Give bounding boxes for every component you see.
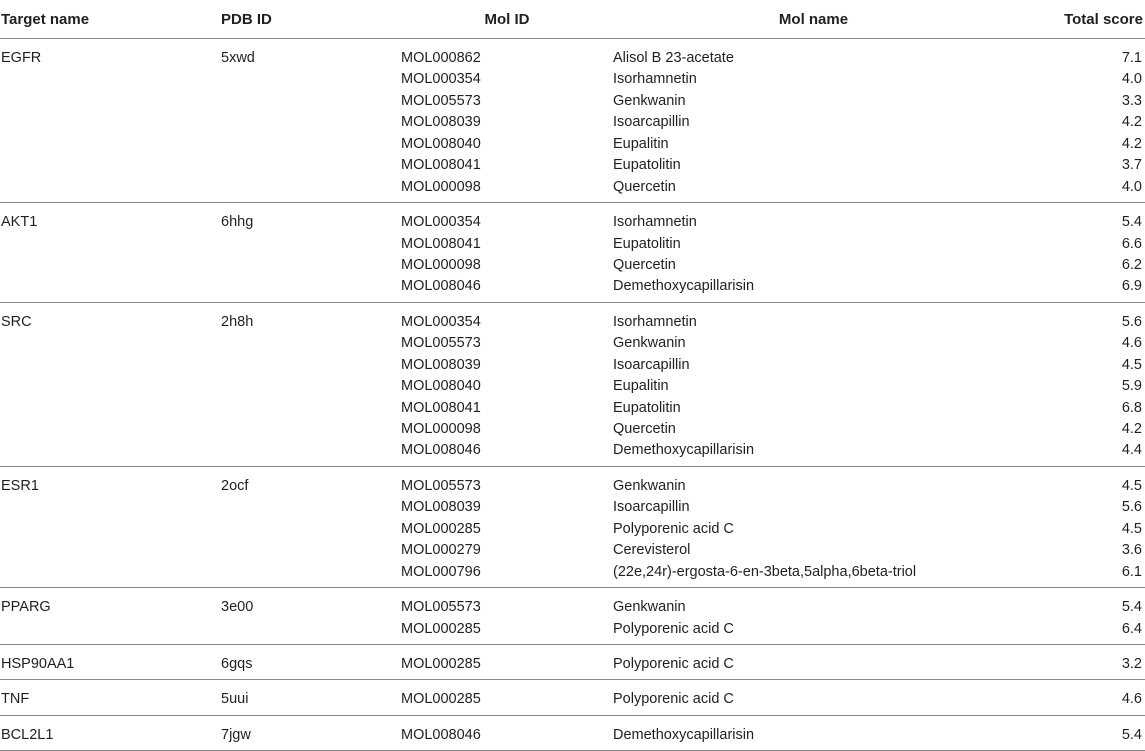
total-score-cell: 6.4: [1121, 620, 1142, 637]
pdb-id-cell: [221, 276, 401, 302]
pdb-id-cell: [221, 376, 401, 397]
table-row: [0, 376, 1145, 397]
pdb-id-cell: [221, 519, 401, 540]
pdb-id-cell: [221, 419, 401, 440]
header-row: [0, 0, 1145, 39]
total-score-cell: 4.0: [1121, 178, 1142, 195]
target-name-cell: [0, 134, 221, 155]
pdb-id-cell: [221, 177, 401, 203]
mol-name-cell: Demethoxycapillarisin: [613, 726, 755, 743]
table-row: [0, 112, 1145, 133]
table-row: [0, 715, 1145, 750]
table-row: [0, 440, 1145, 466]
total-score-cell: 5.4: [1121, 726, 1142, 743]
mol-id-cell: MOL000098: [401, 421, 481, 437]
table-row: [0, 466, 1145, 497]
mol-name-cell: Alisol B 23-acetate: [613, 50, 734, 66]
mol-id-cell: MOL000098: [401, 256, 481, 273]
target-name-cell: [0, 276, 221, 302]
mol-name-cell: Eupatolitin: [613, 157, 681, 174]
mol-id-cell: MOL008040: [401, 135, 481, 152]
total-score-cell: 5.6: [1121, 499, 1142, 516]
mol-id-cell: MOL008041: [401, 157, 481, 174]
target-name-cell: BCL2L1: [1, 726, 54, 743]
target-group: [0, 680, 1145, 715]
table-row: [0, 519, 1145, 540]
pdb-id-cell: 5uui: [221, 691, 249, 708]
mol-id-cell: MOL000354: [401, 313, 481, 330]
total-score-cell: 6.9: [1121, 278, 1142, 295]
target-name-cell: [0, 419, 221, 440]
mol-id-cell: MOL000862: [401, 50, 481, 66]
mol-name-cell: Isorhamnetin: [613, 313, 697, 330]
total-score-cell: 7.1: [1121, 50, 1142, 66]
target-name-cell: [0, 69, 221, 90]
table-row: [0, 419, 1145, 440]
table-row: [0, 69, 1145, 90]
total-score-cell: 4.2: [1121, 114, 1142, 131]
pdb-id-cell: [221, 134, 401, 155]
table-row: [0, 562, 1145, 588]
target-name-cell: [0, 440, 221, 466]
mol-name-cell: Quercetin: [613, 421, 676, 437]
target-group: [0, 203, 1145, 303]
mol-id-cell: MOL008041: [401, 399, 481, 416]
table-row: [0, 333, 1145, 354]
header-mol-name: Mol name: [613, 0, 1014, 39]
pdb-id-cell: [221, 440, 401, 466]
total-score-cell: 3.2: [1121, 655, 1142, 672]
mol-id-cell: MOL000285: [401, 520, 481, 537]
mol-name-cell: Eupalitin: [613, 378, 669, 395]
target-name-cell: [0, 355, 221, 376]
mol-name-cell: Genkwanin: [613, 335, 686, 352]
table-row: [0, 619, 1145, 645]
total-score-cell: 3.3: [1121, 92, 1142, 109]
total-score-cell: 4.0: [1121, 71, 1142, 88]
mol-name-cell: Isorhamnetin: [613, 71, 697, 88]
mol-id-cell: MOL008046: [401, 278, 481, 295]
total-score-cell: 3.6: [1121, 542, 1142, 559]
table-row: [0, 644, 1145, 679]
mol-id-cell: MOL008046: [401, 726, 481, 743]
total-score-cell: 6.2: [1121, 256, 1142, 273]
target-group: [0, 715, 1145, 750]
table-header: [0, 0, 1145, 39]
target-name-cell: [0, 112, 221, 133]
table-row: [0, 588, 1145, 619]
table-row: [0, 155, 1145, 176]
target-name-cell: HSP90AA1: [1, 655, 75, 672]
mol-id-cell: MOL005573: [401, 599, 481, 616]
table-row: [0, 177, 1145, 203]
pdb-id-cell: 7jgw: [221, 726, 251, 743]
mol-id-cell: MOL008039: [401, 499, 481, 516]
mol-name-cell: Isoarcapillin: [613, 114, 690, 131]
pdb-id-cell: [221, 155, 401, 176]
total-score-cell: 4.6: [1121, 335, 1142, 352]
pdb-id-cell: [221, 562, 401, 588]
target-name-cell: ESR1: [1, 477, 39, 494]
mol-id-cell: MOL000285: [401, 620, 481, 637]
total-score-cell: 5.4: [1121, 599, 1142, 616]
mol-name-cell: Demethoxycapillarisin: [613, 442, 755, 459]
total-score-cell: 6.8: [1121, 399, 1142, 416]
mol-name-cell: Isoarcapillin: [613, 356, 690, 373]
pdb-id-cell: [221, 333, 401, 354]
mol-id-cell: MOL000354: [401, 71, 481, 88]
table-row: [0, 398, 1145, 419]
pdb-id-cell: [221, 398, 401, 419]
mol-name-cell: Cerevisterol: [613, 542, 691, 559]
target-name-cell: [0, 398, 221, 419]
mol-name-cell: Genkwanin: [613, 599, 686, 616]
table-row: [0, 497, 1145, 518]
mol-name-cell: Genkwanin: [613, 92, 686, 109]
mol-id-cell: MOL000285: [401, 691, 481, 708]
header-target-name: Target name: [0, 0, 221, 39]
header-mol-id: Mol ID: [401, 0, 613, 39]
total-score-cell: 5.4: [1121, 214, 1142, 231]
pdb-id-cell: [221, 355, 401, 376]
header-total-score: Total score: [1014, 0, 1145, 39]
pdb-id-cell: [221, 91, 401, 112]
mol-name-cell: Quercetin: [613, 178, 676, 195]
pdb-id-cell: [221, 112, 401, 133]
mol-name-cell: Isorhamnetin: [613, 214, 697, 231]
pdb-id-cell: [221, 255, 401, 276]
target-name-cell: [0, 155, 221, 176]
total-score-cell: 6.6: [1121, 235, 1142, 252]
target-group: [0, 466, 1145, 587]
mol-id-cell: MOL000796: [401, 563, 481, 580]
target-name-cell: EGFR: [1, 50, 42, 66]
mol-name-cell: Eupalitin: [613, 135, 669, 152]
mol-name-cell: Isoarcapillin: [613, 499, 690, 516]
total-score-cell: 4.5: [1121, 520, 1142, 537]
pdb-id-cell: [221, 497, 401, 518]
mol-name-cell: Quercetin: [613, 256, 676, 273]
mol-id-cell: MOL000098: [401, 178, 481, 195]
table-row: [0, 203, 1145, 234]
target-name-cell: AKT1: [1, 214, 38, 231]
total-score-cell: 5.9: [1121, 378, 1142, 395]
mol-id-cell: MOL008040: [401, 378, 481, 395]
target-group: [0, 302, 1145, 466]
total-score-cell: 4.4: [1121, 442, 1142, 459]
target-name-cell: [0, 497, 221, 518]
mol-id-cell: MOL008046: [401, 442, 481, 459]
target-group: [0, 644, 1145, 679]
target-name-cell: [0, 177, 221, 203]
pdb-id-cell: 2h8h: [221, 313, 254, 330]
table-row: [0, 302, 1145, 333]
pdb-id-cell: [221, 69, 401, 90]
target-name-cell: [0, 540, 221, 561]
target-group: [0, 588, 1145, 645]
target-group: [0, 39, 1145, 203]
target-name-cell: [0, 376, 221, 397]
mol-id-cell: MOL008041: [401, 235, 481, 252]
target-name-cell: PPARG: [1, 599, 51, 616]
mol-name-cell: Eupatolitin: [613, 235, 681, 252]
pdb-id-cell: 3e00: [221, 599, 254, 616]
table-row: [0, 540, 1145, 561]
table-row: [0, 680, 1145, 715]
pdb-id-cell: [221, 619, 401, 645]
total-score-cell: 6.1: [1121, 563, 1142, 580]
total-score-cell: 4.2: [1121, 421, 1142, 437]
total-score-cell: 4.5: [1121, 356, 1142, 373]
table-row: [0, 255, 1145, 276]
target-name-cell: [0, 562, 221, 588]
mol-name-cell: Demethoxycapillarisin: [613, 278, 755, 295]
header-pdb-id: PDB ID: [221, 0, 401, 39]
pdb-id-cell: 6gqs: [221, 655, 253, 672]
table-row: [0, 276, 1145, 302]
table-row: [0, 355, 1145, 376]
target-name-cell: [0, 234, 221, 255]
target-name-cell: [0, 255, 221, 276]
pdb-id-cell: [221, 234, 401, 255]
mol-name-cell: Genkwanin: [613, 477, 686, 494]
mol-name-cell: (22e,24r)-ergosta-6-en-3beta,5alpha,6beta-triol: [613, 563, 917, 580]
target-name-cell: TNF: [1, 691, 30, 708]
target-name-cell: [0, 91, 221, 112]
pdb-id-cell: 6hhg: [221, 214, 254, 231]
mol-id-cell: MOL005573: [401, 92, 481, 109]
total-score-cell: 3.7: [1121, 157, 1142, 174]
mol-name-cell: Polyporenic acid C: [613, 655, 734, 672]
mol-name-cell: Polyporenic acid C: [613, 520, 734, 537]
mol-id-cell: MOL000279: [401, 542, 481, 559]
target-name-cell: [0, 619, 221, 645]
mol-id-cell: MOL005573: [401, 477, 481, 494]
table-row: [0, 91, 1145, 112]
target-name-cell: SRC: [1, 313, 32, 330]
mol-name-cell: Polyporenic acid C: [613, 691, 734, 708]
total-score-cell: 4.2: [1121, 135, 1142, 152]
total-score-cell: 4.6: [1121, 691, 1142, 708]
mol-name-cell: Polyporenic acid C: [613, 620, 734, 637]
mol-id-cell: MOL008039: [401, 356, 481, 373]
pdb-id-cell: [221, 540, 401, 561]
mol-id-cell: MOL005573: [401, 335, 481, 352]
total-score-cell: 5.6: [1121, 313, 1142, 330]
mol-id-cell: MOL000354: [401, 214, 481, 231]
mol-id-cell: MOL008039: [401, 114, 481, 131]
table-row: [0, 234, 1145, 255]
table-row: [0, 39, 1145, 70]
pdb-id-cell: 5xwd: [221, 50, 255, 66]
table-row: [0, 134, 1145, 155]
target-name-cell: [0, 519, 221, 540]
mol-name-cell: Eupatolitin: [613, 399, 681, 416]
pdb-id-cell: 2ocf: [221, 477, 249, 494]
target-name-cell: [0, 333, 221, 354]
total-score-cell: 4.5: [1121, 477, 1142, 494]
mol-id-cell: MOL000285: [401, 655, 481, 672]
